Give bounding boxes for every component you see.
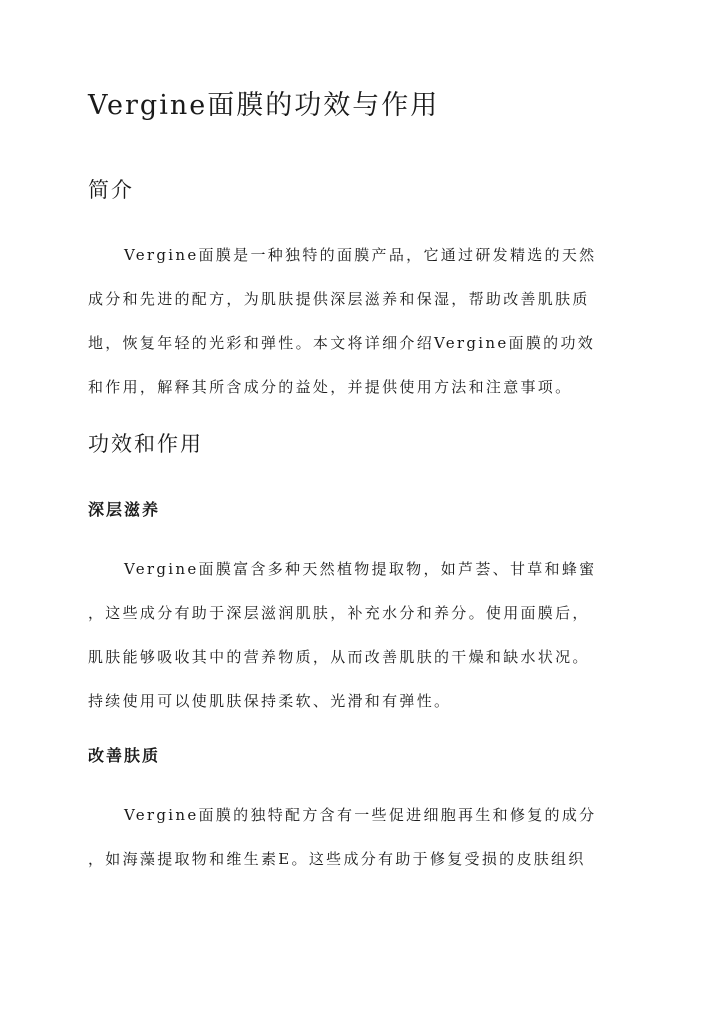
improve-skin-paragraph bbox=[88, 793, 633, 881]
document-title: Vergine面膜的功效与作用 bbox=[88, 90, 440, 121]
paragraph-line: Vergine面膜富含多种天然植物提取物，如芦荟、甘草和蜂蜜 bbox=[124, 560, 597, 578]
paragraph-line: 持续使用可以使肌肤保持柔软、光滑和有弹性。 bbox=[88, 692, 452, 710]
deep-nourish-paragraph bbox=[88, 547, 633, 723]
paragraph-line: Vergine面膜是一种独特的面膜产品，它通过研发精选的天然 bbox=[124, 246, 597, 264]
paragraph-line: Vergine面膜的独特配方含有一些促进细胞再生和修复的成分 bbox=[124, 806, 597, 824]
intro-paragraph bbox=[88, 233, 633, 409]
paragraph-line: 和作用，解释其所含成分的益处，并提供使用方法和注意事项。 bbox=[88, 378, 573, 396]
subsection-heading-improve-skin: 改善肤质 bbox=[88, 746, 161, 765]
paragraph-line: 成分和先进的配方，为肌肤提供深层滋养和保湿，帮助改善肌肤质 bbox=[88, 290, 590, 308]
paragraph-line: ，如海藻提取物和维生素E。这些成分有助于修复受损的皮肤组织 bbox=[88, 850, 586, 868]
section-heading-intro: 简介 bbox=[88, 178, 134, 202]
paragraph-line: 肌肤能够吸收其中的营养物质，从而改善肌肤的干燥和缺水状况。 bbox=[88, 648, 590, 666]
paragraph-line: 地，恢复年轻的光彩和弹性。本文将详细介绍Vergine面膜的功效 bbox=[88, 334, 596, 352]
paragraph-line: ，这些成分有助于深层滋润肌肤，补充水分和养分。使用面膜后， bbox=[88, 604, 590, 622]
subsection-heading-deep-nourish: 深层滋养 bbox=[88, 500, 161, 519]
section-heading-effects: 功效和作用 bbox=[88, 432, 203, 456]
